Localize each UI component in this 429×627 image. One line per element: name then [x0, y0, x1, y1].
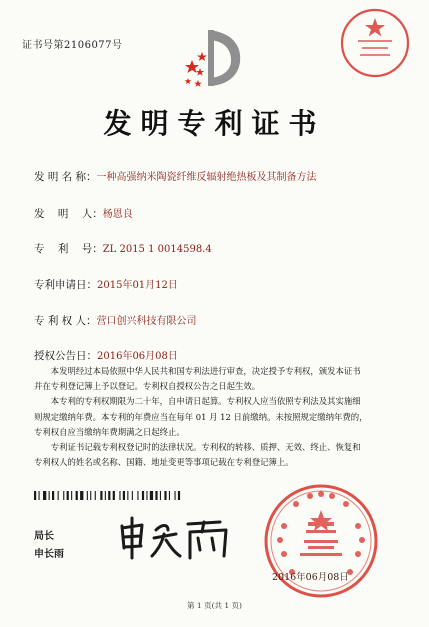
certificate-number: 证书号第2106077号 — [22, 40, 123, 51]
barcode-bar — [137, 491, 138, 500]
paragraph-line: 则规定缴纳年费。本专利的年费应当在每年 01 月 12 日前缴纳。未按照规定缴纳年费的， — [34, 411, 368, 422]
barcode-bar — [132, 491, 133, 500]
agency-stamp — [338, 6, 412, 80]
barcode-bar — [164, 491, 166, 500]
barcode-bar — [71, 491, 72, 500]
barcode-bar — [123, 491, 125, 500]
patentee-row — [34, 312, 197, 328]
inventor-label: 发 明 人： — [34, 208, 103, 220]
barcode-bar — [169, 491, 170, 500]
director-title: 局长 — [34, 531, 54, 542]
barcode-bar — [113, 491, 115, 500]
invention-name-label: 发 明 名 称： — [34, 171, 97, 183]
barcode-bar — [100, 491, 102, 500]
grant-date-value: 2016年06月08日 — [97, 351, 178, 362]
filing-date-row — [34, 276, 178, 292]
grant-date-label: 授权公告日： — [34, 350, 97, 362]
barcode-bar — [58, 491, 59, 500]
director-name: 申长雨 — [34, 549, 64, 560]
barcode-bar — [87, 491, 88, 500]
seal-date: 2016年06月08日 — [272, 572, 349, 583]
barcode-bar — [146, 491, 147, 500]
inventor-row — [34, 205, 133, 221]
director-signature — [116, 512, 236, 562]
patent-office-logo — [178, 22, 250, 94]
barcode-bar — [39, 491, 40, 500]
patent-number-label: 专 利 号： — [34, 243, 103, 255]
barcode-bar — [43, 491, 46, 500]
paragraph-line: 专利证书记载专利权登记时的法律状况。专利权的转移、质押、无效、终止、恢复和 — [50, 442, 361, 453]
paragraph-line: 本专利的专利权期限为二十年，自申请日起算。专利权人应当依照专利法及其实施细 — [50, 396, 361, 407]
barcode-bar — [90, 491, 91, 500]
grant-date-row — [34, 347, 178, 363]
barcode-bar — [76, 491, 78, 500]
barcode-bar — [127, 491, 128, 500]
barcode-bar — [80, 491, 83, 500]
barcode-bar — [155, 491, 157, 500]
invention-name-value: 一种高强纳米陶瓷纤维反辐射绝热板及其制备方法 — [96, 172, 317, 183]
barcode-bar — [105, 491, 106, 500]
patent-number-value: ZL 2015 1 0014598.4 — [102, 244, 212, 255]
barcode-bar — [175, 491, 176, 500]
inventor-value: 杨恩良 — [102, 209, 133, 220]
barcode-bar — [108, 491, 110, 500]
paragraph-line: 专利权人的姓名或名称、国籍、地址变更等事项记载在专利登记簿上。 — [34, 457, 294, 468]
barcode — [34, 491, 242, 500]
page-footer: 第 1 页(共 1 页) — [187, 601, 242, 610]
paragraph-line: 本发明经过本局依照中华人民共和国专利法进行审查，决定授予专利权，颁发本证书 — [50, 366, 361, 376]
barcode-bar — [95, 491, 96, 500]
barcode-bar — [178, 491, 180, 500]
filing-date-label: 专利申请日： — [34, 279, 97, 291]
barcode-bar — [119, 491, 120, 500]
barcode-bar — [150, 491, 153, 500]
patent-number-row — [34, 241, 212, 256]
barcode-bar — [52, 491, 54, 500]
patentee-value: 营口创兴科技有限公司 — [96, 316, 197, 327]
barcode-bar — [34, 491, 36, 500]
page-title: 发明专利证书 — [103, 107, 326, 140]
invention-name-row — [34, 168, 317, 184]
barcode-bar — [142, 491, 144, 500]
filing-date-value: 2015年01月12日 — [97, 280, 178, 291]
barcode-bar — [160, 491, 161, 500]
patentee-label: 专 利 权 人： — [34, 315, 97, 327]
paragraph-line: 并在专利登记簿上予以登记。专利权自授权公告之日起生效。 — [34, 381, 261, 392]
barcode-bar — [63, 491, 64, 500]
body-text — [34, 364, 399, 470]
barcode-bar — [67, 491, 69, 500]
paragraph-line: 专利权自应当缴纳年费期满之日起终止。 — [34, 426, 185, 437]
barcode-bar — [49, 491, 50, 500]
